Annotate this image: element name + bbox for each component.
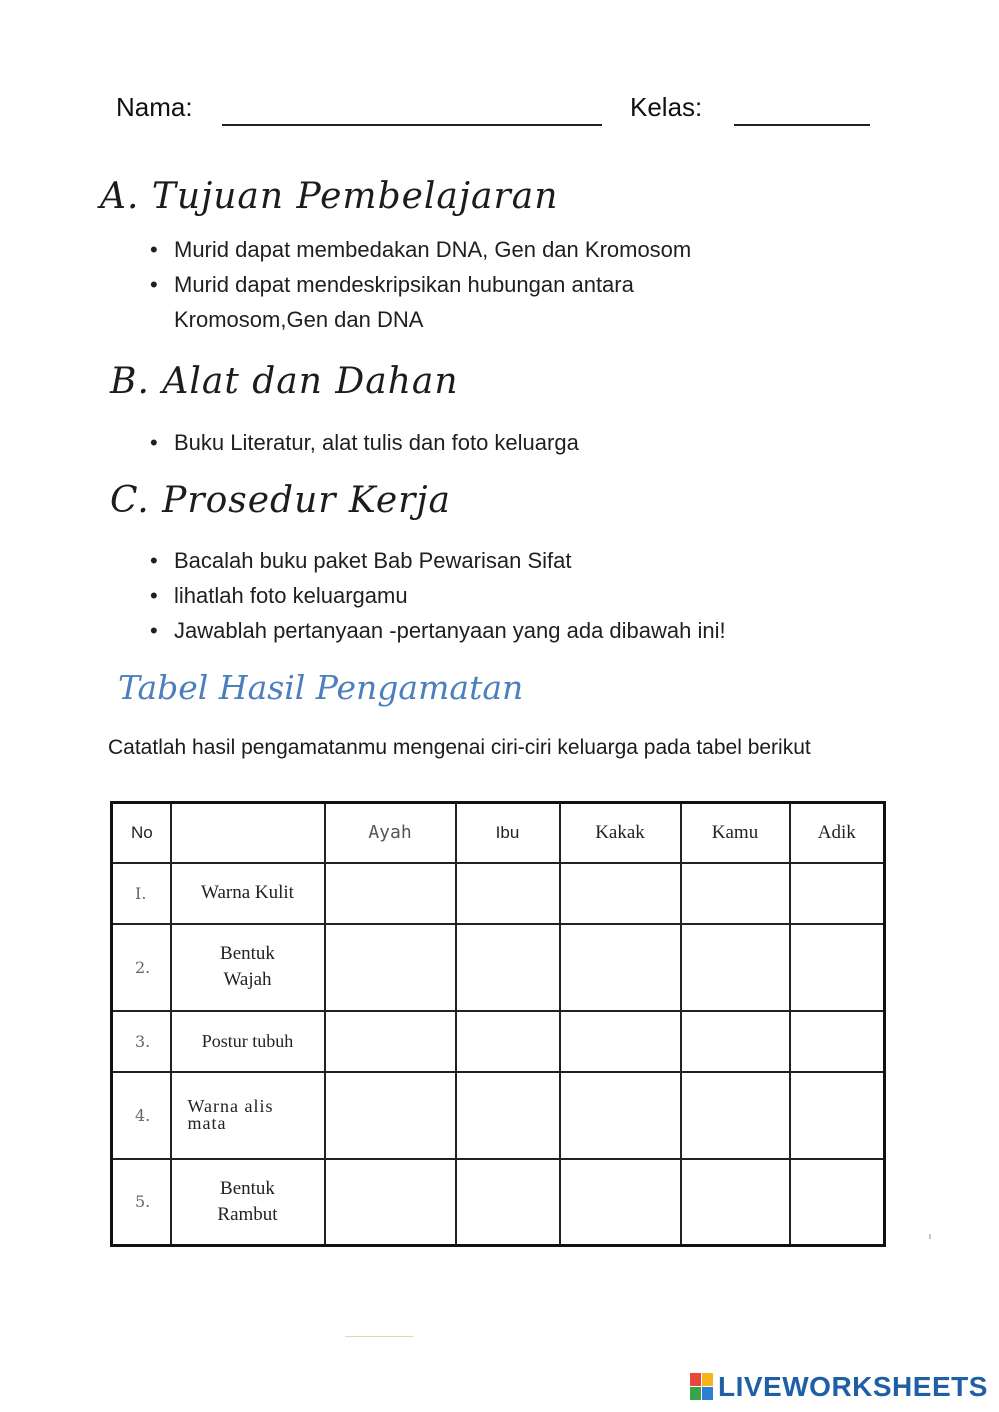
answer-cell-ayah[interactable]: [325, 863, 456, 924]
header-adik: Adik: [790, 803, 885, 863]
class-label: Kelas:: [630, 92, 703, 122]
liveworksheets-logo-icon: [690, 1373, 714, 1401]
answer-cell-adik[interactable]: [790, 1072, 885, 1159]
row-feature: Bentuk Rambut: [171, 1159, 325, 1246]
answer-cell-kakak[interactable]: [560, 863, 681, 924]
section-c-list: [150, 543, 830, 648]
answer-cell-adik[interactable]: [790, 863, 885, 924]
answer-cell-ayah[interactable]: [325, 924, 456, 1011]
liveworksheets-logo[interactable]: [690, 1371, 988, 1403]
header-kamu: Kamu: [681, 803, 790, 863]
list-item: • Buku Literatur, alat tulis dan foto keluarga: [150, 425, 790, 460]
answer-cell-ibu[interactable]: [456, 1159, 560, 1246]
row-feature: Bentuk Wajah: [171, 924, 325, 1011]
answer-cell-adik[interactable]: [790, 924, 885, 1011]
row-number: 4.: [112, 1072, 171, 1159]
answer-cell-kakak[interactable]: [560, 1072, 681, 1159]
list-item: • lihatlah foto keluargamu: [150, 578, 830, 613]
answer-cell-kakak[interactable]: [560, 924, 681, 1011]
answer-cell-kakak[interactable]: [560, 1011, 681, 1072]
answer-cell-kamu[interactable]: [681, 863, 790, 924]
table-header-row: [112, 803, 885, 863]
name-label: Nama:: [116, 92, 193, 122]
list-item: • Bacalah buku paket Bab Pewarisan Sifat: [150, 543, 830, 578]
section-b-list: [150, 425, 790, 460]
table-row: [112, 924, 885, 1011]
table-section-title: Tabel Hasil Pengamatan: [118, 668, 524, 707]
row-feature: Warna Kulit: [171, 863, 325, 924]
row-number: I.: [112, 863, 171, 924]
row-feature: Warna alis mata: [171, 1072, 325, 1159]
table-row: [112, 1159, 885, 1246]
answer-cell-ayah[interactable]: [325, 1072, 456, 1159]
answer-cell-ibu[interactable]: [456, 924, 560, 1011]
answer-cell-adik[interactable]: [790, 1159, 885, 1246]
list-item: • Murid dapat membedakan DNA, Gen dan Kromosom: [150, 232, 790, 267]
answer-cell-ibu[interactable]: [456, 1072, 560, 1159]
observation-table: [110, 801, 886, 1247]
table-row: [112, 1072, 885, 1159]
list-item: • Jawablah pertanyaan -pertanyaan yang ada dibawah ini!: [150, 613, 830, 648]
row-number: 3.: [112, 1011, 171, 1072]
list-item-continuation: [150, 302, 790, 337]
answer-cell-kamu[interactable]: [681, 1072, 790, 1159]
class-input[interactable]: [734, 98, 870, 126]
answer-cell-kamu[interactable]: [681, 1159, 790, 1246]
answer-cell-ibu[interactable]: [456, 863, 560, 924]
answer-cell-kakak[interactable]: [560, 1159, 681, 1246]
section-a-list: [150, 232, 790, 337]
logo-text: LIVEWORKSHEETS: [718, 1371, 988, 1402]
row-number: 2.: [112, 924, 171, 1011]
row-feature: Postur tubuh: [171, 1011, 325, 1072]
table-row: [112, 863, 885, 924]
row-number: 5.: [112, 1159, 171, 1246]
answer-cell-kamu[interactable]: [681, 924, 790, 1011]
stray-mark: [929, 1234, 931, 1239]
answer-cell-adik[interactable]: [790, 1011, 885, 1072]
header-ayah: Ayah: [325, 803, 456, 863]
answer-cell-ibu[interactable]: [456, 1011, 560, 1072]
header-kakak: Kakak: [560, 803, 681, 863]
list-item-continuation-text: Kromosom,Gen dan DNA: [174, 307, 424, 332]
section-c-title: C. Prosedur Kerja: [110, 480, 451, 521]
footer-divider: [345, 1336, 413, 1337]
table-intro-text: Catatlah hasil pengamatanmu mengenai ciri-ciri keluarga pada tabel berikut: [108, 736, 811, 759]
name-input[interactable]: [222, 98, 602, 126]
header-feature: [171, 803, 325, 863]
header-ibu: Ibu: [456, 803, 560, 863]
answer-cell-kamu[interactable]: [681, 1011, 790, 1072]
table-row: [112, 1011, 885, 1072]
section-a-title: A. Tujuan Pembelajaran: [100, 176, 559, 217]
section-b-title: B. Alat dan Dahan: [110, 361, 459, 402]
list-item: • Murid dapat mendeskripsikan hubungan antara: [150, 267, 790, 302]
answer-cell-ayah[interactable]: [325, 1011, 456, 1072]
header-no: No: [112, 803, 171, 863]
answer-cell-ayah[interactable]: [325, 1159, 456, 1246]
